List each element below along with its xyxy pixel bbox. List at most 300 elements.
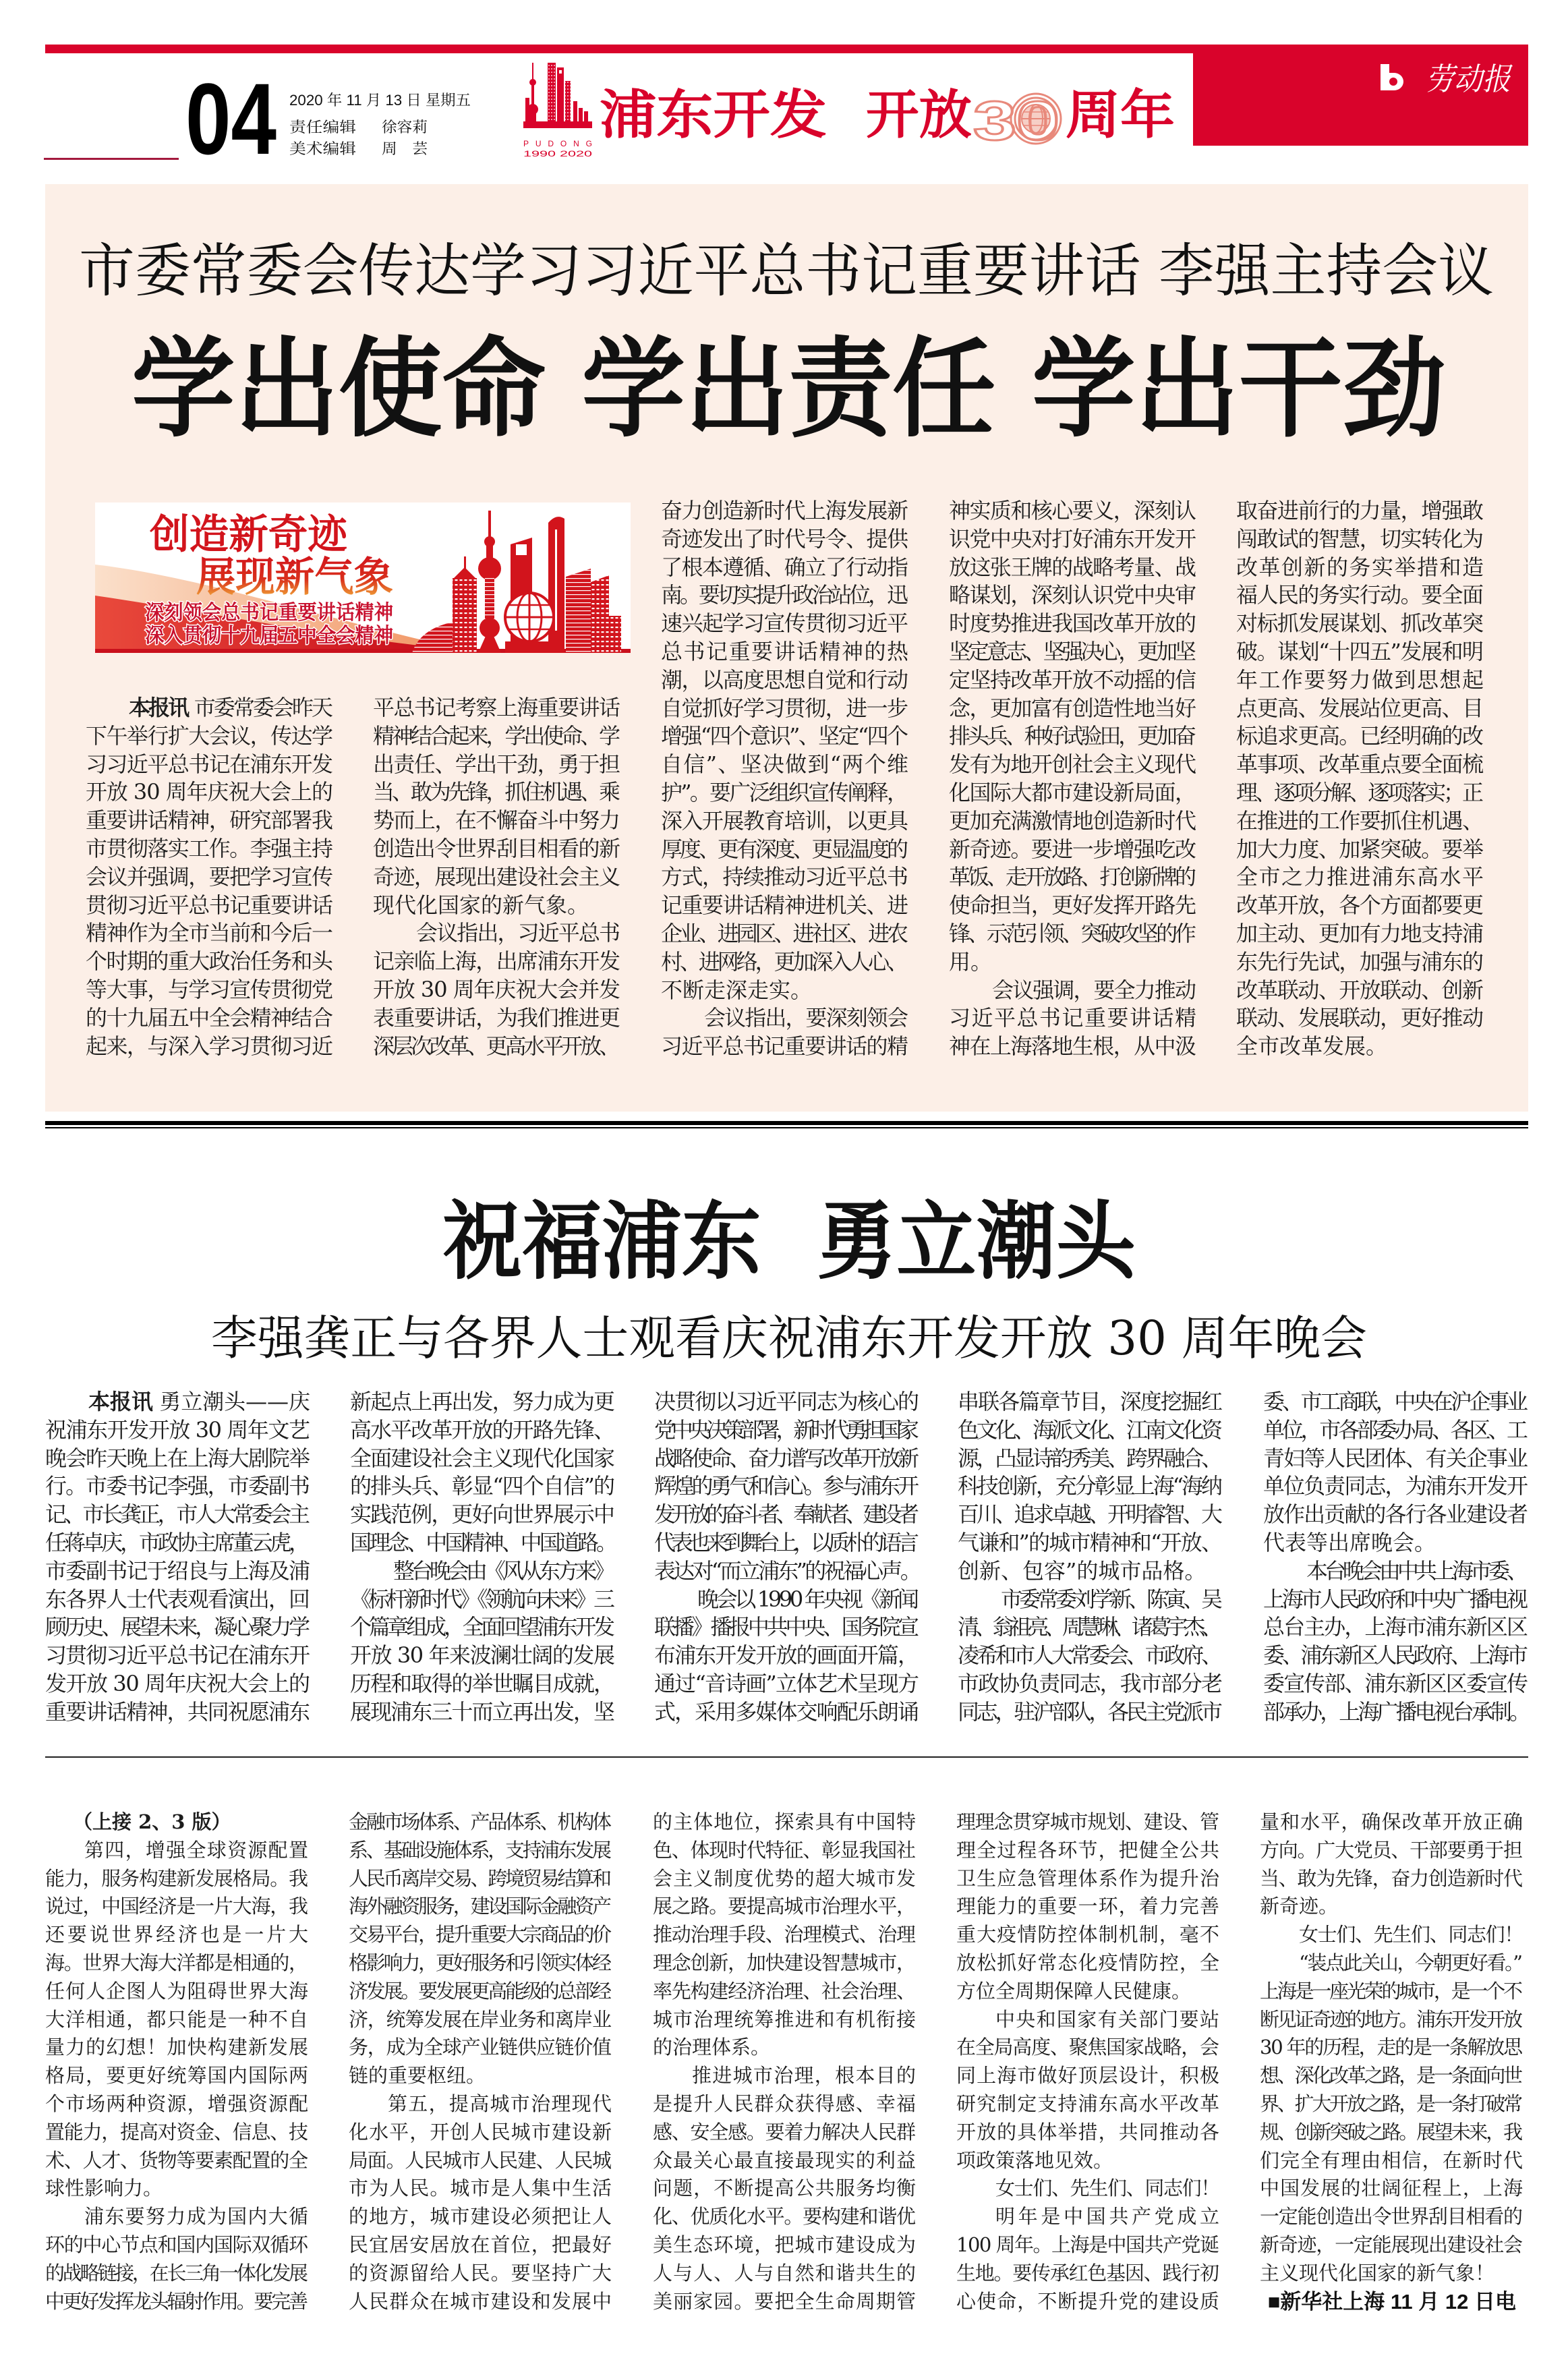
text-line — [956, 2034, 1219, 2062]
text-line — [45, 2062, 308, 2090]
text-line — [653, 2090, 916, 2119]
line-text: 了根本遵循、确立了行动指 — [661, 554, 908, 580]
speech-column-5 — [1260, 1808, 1523, 2288]
text-line — [958, 1388, 1223, 1416]
line-text: 奋力创造新时代上海发展新 — [661, 498, 908, 523]
text-line — [45, 1642, 310, 1670]
text-line — [86, 976, 333, 1004]
line-text: 本台晚会由中共上海市委、 — [1306, 1557, 1525, 1584]
text-line — [45, 2090, 308, 2119]
line-text: 色文化、海派文化、江南文化资 — [958, 1416, 1220, 1443]
text-line — [661, 695, 908, 723]
issue-date: 2020 年 11 月 13 日 星期五 — [289, 92, 471, 109]
text-line — [653, 1893, 916, 1921]
text-line — [653, 2260, 916, 2288]
line-text: 市委副书记于绍良与上海及浦 — [45, 1557, 310, 1584]
line-text: 开放 30 周年庆祝大会上的 — [86, 779, 332, 805]
text-line — [661, 581, 908, 610]
line-text: 委、市工商联，中央在沪企事业 — [1263, 1389, 1526, 1414]
line-text: 辉煌的勇气和信心。参与浦东开 — [654, 1473, 917, 1499]
line-text: 潮，以高度思想自觉和行动 — [661, 666, 908, 693]
text-line — [45, 1893, 308, 1921]
text-line — [1260, 2203, 1523, 2231]
text-line — [661, 722, 908, 751]
line-text: 推进城市治理，根本目的 — [692, 2064, 917, 2088]
text-line — [350, 1670, 615, 1698]
editor-name: 徐容莉 — [382, 119, 428, 136]
line-text: 坚定意志、坚强决心，更加坚 — [949, 638, 1194, 664]
line-text: 的地方，城市建设必须把让人 — [349, 2205, 613, 2229]
line-text: 勇立潮头——庆 — [159, 1389, 310, 1414]
news-agency-credit: ■新华社上海 11 月 12 日电 — [1267, 2290, 1516, 2314]
text-line — [949, 807, 1196, 836]
line-text: 东先行先试，加强与浦东的 — [1236, 948, 1483, 975]
line-text: 任蒋卓庆，市政协主席董云虎， — [45, 1529, 308, 1555]
line-text: 城市治理统筹推进和有机衔接 — [653, 2007, 917, 2031]
line-text: 《标杆新时代》《领航向未来》三 — [350, 1586, 612, 1612]
text-line — [1260, 1865, 1523, 1893]
text-line — [349, 2175, 612, 2203]
line-text: 时度势推进我国改革开放的 — [949, 610, 1196, 637]
text-line — [958, 1472, 1223, 1501]
text-line — [1236, 836, 1484, 864]
text-line — [956, 2260, 1219, 2288]
text-line — [350, 1642, 615, 1670]
line-text: 想、深化改革之路，是一条面向世 — [1260, 2064, 1521, 2088]
text-line — [45, 1949, 308, 1978]
lead-story-column-3 — [661, 497, 908, 1061]
line-text: 晚会以 1990 年央视《新闻 — [697, 1586, 917, 1612]
line-text: 明年是中国共产党成立 — [995, 2205, 1223, 2229]
text-line — [661, 892, 908, 920]
text-line — [349, 2288, 612, 2316]
text-line — [350, 1416, 615, 1445]
line-text: 发开放 30 周年庆祝大会上的 — [45, 1670, 310, 1696]
text-line — [956, 1949, 1219, 1978]
line-text: 问题，不断提高公共服务均衡 — [653, 2177, 917, 2200]
text-line — [956, 2090, 1219, 2119]
text-line — [661, 751, 908, 779]
line-text: 奇迹发出了时代号令、提供 — [661, 525, 908, 552]
line-text: 研究制定支持浦东高水平改革 — [956, 2092, 1221, 2115]
campaign-banner-image — [95, 502, 631, 653]
line-text: 系、基础设施体系，支持浦东发展 — [349, 1838, 610, 1862]
text-line — [86, 1004, 333, 1033]
line-text: 等大事，与学习宣传贯彻党 — [86, 976, 332, 1002]
text-line — [653, 2034, 916, 2062]
line-text: 量和水平，确保改革开放正确 — [1260, 1810, 1524, 1833]
text-line — [956, 2288, 1219, 2316]
text-line — [956, 2147, 1219, 2175]
line-text: 福人民的务实行动。要全面 — [1236, 582, 1483, 608]
text-line — [958, 1501, 1223, 1529]
text-line — [949, 1004, 1196, 1033]
line-text: 放这张王牌的战略考量、战 — [949, 554, 1196, 580]
text-line — [949, 638, 1196, 666]
line-text: 现代化国家的新气象。 — [373, 892, 589, 918]
text-line — [1236, 722, 1484, 751]
text-line — [1260, 2260, 1523, 2288]
text-line — [1236, 977, 1484, 1005]
dateline: 本报讯 — [129, 695, 188, 720]
text-line — [956, 2062, 1219, 2090]
line-text: 联播》播报中共中央、国务院宣 — [654, 1614, 917, 1640]
line-text: 加主动、更加有力地支持浦 — [1236, 920, 1483, 946]
line-text: 们完全有理由相信，在新时代 — [1260, 2148, 1524, 2172]
line-text: 表达对“而立浦东”的祝福心声。 — [654, 1557, 919, 1584]
line-text: 会议强调，要全力推动 — [992, 977, 1196, 1003]
line-text: 民宜居安居放在首位，把最好 — [349, 2233, 613, 2256]
line-text: 部承办，上海广播电视台承制。 — [1263, 1698, 1528, 1725]
text-line — [1263, 1445, 1528, 1473]
text-line — [653, 1865, 916, 1893]
text-line — [1260, 2147, 1523, 2175]
line-text: 对标抓发展谋划、抓改革突 — [1236, 610, 1483, 637]
text-line — [373, 807, 620, 835]
pudong-logo-years: 1990 2020 — [523, 149, 593, 159]
paragraph-first-line — [349, 2090, 612, 2119]
line-text: 战略使命、奋力谱写改革开放新 — [654, 1445, 917, 1471]
line-text: 展之路。要提高城市治理水平， — [653, 1895, 915, 1918]
text-line — [653, 2119, 916, 2147]
line-text: 断见证奇迹的地方。浦东开发开放 — [1260, 2007, 1521, 2031]
line-text: 新奇迹，一定能展现出建设社会 — [1260, 2233, 1522, 2256]
text-line — [661, 920, 908, 948]
paragraph-first-line — [949, 977, 1196, 1005]
line-text: 个时期的重大政治任务和头 — [86, 948, 332, 975]
text-line — [1260, 2034, 1523, 2062]
text-line — [1263, 1642, 1528, 1670]
line-text: 闯敢试的智慧，切实转化为 — [1236, 525, 1483, 552]
line-text: 重要讲话精神，研究部署我 — [86, 807, 332, 834]
line-text: 全面建设社会主义现代化国家 — [350, 1445, 614, 1471]
text-line — [373, 751, 620, 779]
line-text: 用。 — [949, 948, 993, 975]
text-line — [956, 1978, 1219, 2006]
text-line — [45, 2034, 308, 2062]
text-line — [1260, 1808, 1523, 1837]
line-text: 贯彻习近平总书记重要讲话 — [86, 892, 332, 918]
line-text: 的战略链接，在长三角一体化发展 — [45, 2261, 306, 2285]
text-line — [1236, 863, 1484, 892]
text-line — [956, 1865, 1219, 1893]
text-line — [86, 863, 333, 892]
line-text: 同志，驻沪部队，各民主党派市 — [958, 1698, 1220, 1725]
text-line — [958, 1416, 1223, 1445]
text-line — [45, 1670, 310, 1698]
line-text: 卫生应急管理体系作为提升治 — [956, 1866, 1221, 1890]
page-number: 04 — [185, 62, 277, 175]
line-text: 自觉抓好学习贯彻，进一步 — [661, 695, 908, 721]
text-line — [1236, 807, 1484, 836]
section-divider — [45, 1756, 1528, 1758]
line-text: 的治理体系。 — [653, 2036, 771, 2059]
line-text: 当、敢为先锋，奋力创造新时代 — [1260, 1866, 1522, 1890]
line-text: 气谦和”的城市精神和“开放、 — [958, 1529, 1222, 1555]
paragraph-first-line — [958, 1586, 1223, 1614]
text-line — [45, 2147, 308, 2175]
text-line — [661, 638, 908, 666]
line-text: 的十九届五中全会精神结合 — [86, 1004, 332, 1031]
text-line — [350, 1613, 615, 1642]
line-text: 项政策落地见效。 — [956, 2148, 1113, 2172]
text-line — [86, 919, 333, 948]
line-text: 上海市人民政府和中央广播电视 — [1263, 1586, 1526, 1612]
text-line — [949, 863, 1196, 892]
text-line — [350, 1586, 615, 1614]
text-line — [349, 2006, 612, 2034]
line-text: 人与人、人与自然和谐共生的 — [653, 2261, 917, 2285]
line-text: 方式，持续推动习近平总书 — [661, 864, 908, 890]
text-line — [1263, 1698, 1528, 1727]
text-line — [1236, 666, 1484, 695]
line-text: 祝浦东开发开放 30 周年文艺 — [45, 1416, 310, 1443]
line-text: 理能力的重要一环，着力完善 — [956, 1895, 1221, 1918]
line-text: 美丽家园。要把全生命周期管 — [653, 2289, 917, 2313]
line-text: 势而上，在不懈奋斗中努力 — [373, 807, 620, 834]
text-line — [349, 2260, 612, 2288]
line-text: 整台晚会由《风从东方来》 — [393, 1557, 612, 1584]
text-line — [373, 892, 620, 920]
text-line — [1263, 1670, 1528, 1698]
line-text: 奇迹，展现出建设社会主义 — [373, 863, 620, 890]
paragraph-first-line — [350, 1557, 615, 1586]
text-line — [956, 2231, 1219, 2260]
line-text: 会议指出，要深刻领会 — [704, 1005, 908, 1031]
text-line — [1260, 1893, 1523, 1921]
line-text: 上海是一座光荣的城市，是一个不 — [1260, 1979, 1521, 2003]
line-text: 布浦东开发开放的画面开篇， — [654, 1642, 919, 1669]
text-line — [349, 1978, 612, 2006]
line-text: 术、人才、货物等要素配置的全 — [45, 2148, 308, 2172]
line-text: 代表也来到舞台上，以质朴的语言 — [654, 1529, 915, 1555]
line-text: 重要讲话精神，共同祝愿浦东 — [45, 1698, 310, 1725]
text-line — [1236, 1033, 1484, 1061]
line-text: 会议并强调，要把学习宣传 — [86, 863, 332, 890]
text-line — [654, 1416, 919, 1445]
text-line — [373, 1033, 620, 1061]
text-line — [1263, 1501, 1528, 1529]
text-line — [1263, 1388, 1528, 1416]
line-text: 创新、包容”的城市品格。 — [958, 1557, 1207, 1584]
line-text: 点更高、发展站位更高、目 — [1236, 695, 1483, 721]
text-line — [86, 892, 333, 920]
line-text: 神在上海落地生根，从中汲 — [949, 1033, 1196, 1060]
text-line — [958, 1698, 1223, 1727]
text-line — [1260, 2090, 1523, 2119]
text-line — [349, 1808, 612, 1837]
text-line — [349, 1837, 612, 1865]
line-text: 女士们、先生们、同志们！ — [1299, 1923, 1523, 1947]
line-text: 单位负责同志，为浦东开发开 — [1263, 1473, 1528, 1499]
line-text: 还要说世界经济也是一片大 — [45, 1923, 311, 1947]
text-line — [661, 525, 908, 554]
text-line — [653, 2288, 916, 2316]
text-line — [373, 1004, 620, 1033]
text-line — [949, 751, 1196, 779]
text-line — [653, 1978, 916, 2006]
line-text: 新奇迹。要进一步增强吃改 — [949, 836, 1196, 862]
line-text: 个篇章组成，全面回望浦东开发 — [350, 1614, 612, 1640]
line-text: 厚度、更有深度、更显温度的 — [661, 836, 906, 862]
line-text: 球性影响力。 — [45, 2177, 163, 2200]
speech-column-1 — [45, 1808, 311, 2316]
line-text: 的资源留给人民。要坚持广大 — [349, 2261, 613, 2285]
line-text: 清、翁祖亮、周慧琳、诸葛宇杰、 — [958, 1614, 1219, 1640]
line-text: 人民币离岸交易、跨境贸易结算和 — [349, 1866, 610, 1890]
line-text: 理全过程各环节，把健全公共 — [956, 1838, 1221, 1862]
text-line — [1260, 2175, 1523, 2203]
line-text: 神实质和核心要义，深刻认 — [949, 498, 1196, 523]
line-text: 国理念、中国精神、中国道路。 — [350, 1529, 615, 1555]
paragraph-first-line — [654, 1586, 919, 1614]
text-line — [956, 2119, 1219, 2147]
line-text: 村、进网络，更加深入人心、 — [661, 948, 906, 975]
line-text: 女士们、先生们、同志们！ — [995, 2177, 1219, 2200]
line-text: 新起点上再出发，努力成为更 — [350, 1389, 614, 1414]
line-text: 说过，中国经济是一片大海，我 — [45, 1895, 308, 1918]
line-text: 100 周年。上海是中国共产党诞 — [956, 2233, 1219, 2256]
text-line — [661, 1033, 908, 1061]
text-line — [956, 1808, 1219, 1837]
line-text: 市委常委刘学新、陈寅、吴 — [1001, 1586, 1219, 1612]
line-text: 晚会昨天晚上在上海大剧院举 — [45, 1445, 310, 1471]
text-line — [949, 836, 1196, 864]
text-line — [86, 948, 333, 976]
paragraph-first-line — [661, 1004, 908, 1033]
line-text: 市贯彻落实工作。李强主持 — [86, 835, 332, 861]
paragraph-first-line — [956, 2006, 1219, 2034]
line-text: 加大力度、加紧突破。要举 — [1236, 836, 1483, 862]
banner-title-line2: 展现新气象 — [196, 554, 393, 600]
line-text: 方位全周期保障人民健康。 — [956, 1979, 1192, 2003]
text-line — [958, 1642, 1223, 1670]
text-line — [349, 2062, 612, 2090]
line-text: 改革联动、开放联动、创新 — [1236, 977, 1483, 1003]
speech-column-3 — [653, 1808, 916, 2316]
art-editor-label: 美术编辑 — [289, 140, 356, 157]
text-line — [654, 1557, 919, 1586]
line-text: 使命担当，更好发挥开路先 — [949, 892, 1196, 919]
text-line — [373, 976, 620, 1004]
line-text: 开放的具体举措，共同推动各 — [956, 2120, 1221, 2144]
lead-story-column-5 — [1236, 497, 1484, 1061]
text-line — [45, 2288, 308, 2316]
text-line — [654, 1698, 919, 1727]
page-number-rule — [44, 158, 179, 160]
line-text: 百川、追求卓越、开明睿智、大 — [958, 1501, 1220, 1528]
section-double-rule-thick — [45, 1121, 1528, 1125]
text-line — [958, 1613, 1223, 1642]
text-line — [949, 948, 1196, 977]
line-text: 记、市长龚正，市人大常委会主 — [45, 1501, 308, 1528]
text-line — [1263, 1613, 1528, 1642]
line-text: 念，更加富有创造性地当好 — [949, 695, 1196, 721]
paragraph-first-line — [45, 1388, 310, 1416]
line-text: 发有为地开创社会主义现代 — [949, 751, 1196, 778]
text-line — [45, 2260, 308, 2288]
line-text: 委、浦东新区人民政府、上海市 — [1263, 1642, 1526, 1669]
line-text: 置能力，提高对资金、信息、技 — [45, 2120, 308, 2144]
text-line — [958, 1670, 1223, 1698]
line-text: 取奋进前行的力量，增强敢 — [1236, 498, 1483, 523]
text-line — [1260, 2231, 1523, 2260]
line-text: 南。要切实提升政治站位，迅 — [661, 582, 906, 608]
text-line — [654, 1642, 919, 1670]
speech-column-2 — [349, 1808, 612, 2316]
text-line — [86, 1033, 333, 1061]
line-text: 单位，市各部委办局、各区、工 — [1263, 1416, 1526, 1443]
paragraph-first-line — [45, 1837, 308, 1865]
line-text: 改革创新的务实举措和造 — [1236, 554, 1485, 580]
text-line — [1236, 920, 1484, 948]
line-text: 式，采用多媒体交响配乐朗诵 — [654, 1698, 919, 1725]
line-text: 色、体现时代特征、彰显我国社 — [653, 1838, 915, 1862]
text-line — [1263, 1586, 1528, 1614]
line-text: 会议指出，习近平总书 — [416, 920, 620, 946]
line-text: 排头兵、种好试验田，更加奋 — [949, 723, 1194, 749]
text-line — [45, 1698, 310, 1727]
second-story-column-4 — [958, 1388, 1223, 1727]
line-text: 推动治理手段、治理模式、治理 — [653, 1923, 915, 1947]
text-line — [653, 2175, 916, 2203]
text-line — [958, 1557, 1223, 1586]
text-line — [1236, 581, 1484, 610]
line-text: 规、创新突破之路。展望未来，我 — [1260, 2120, 1521, 2144]
text-line — [373, 948, 620, 976]
line-text: 一定能创造出令世界刮目相看的 — [1260, 2205, 1522, 2229]
line-text: 第四，增强全球资源配置 — [84, 1838, 310, 1862]
line-text: 感、安全感。要着力解决人民群 — [653, 2120, 915, 2144]
text-line — [1236, 497, 1484, 525]
text-line — [956, 1837, 1219, 1865]
text-line — [45, 1978, 308, 2006]
text-line — [1236, 751, 1484, 779]
text-line — [349, 2231, 612, 2260]
lead-story-headline: 学出使命 学出责任 学出干劲 — [132, 325, 1446, 452]
text-line — [45, 1529, 310, 1557]
text-line — [949, 695, 1196, 723]
line-text: 中央和国家有关部门要站 — [995, 2007, 1221, 2031]
text-line — [373, 835, 620, 863]
line-text: 全市之力推进浦东高水平 — [1236, 864, 1485, 890]
line-text: 下午举行扩大会议，传达学 — [86, 722, 332, 749]
text-line — [86, 722, 333, 751]
text-line — [661, 807, 908, 836]
text-line — [349, 2203, 612, 2231]
text-line — [1263, 1416, 1528, 1445]
text-line — [45, 1586, 310, 1614]
text-line — [1236, 638, 1484, 666]
line-text: 开放 30 年来波澜壮阔的发展 — [350, 1642, 614, 1669]
line-text: 全市改革发展。 — [1236, 1033, 1388, 1060]
line-text: 市政协负责同志，我市部分老 — [958, 1670, 1222, 1696]
paragraph-first-line — [653, 2062, 916, 2090]
text-line — [1263, 1529, 1528, 1557]
text-line — [1236, 525, 1484, 554]
text-line — [956, 1921, 1219, 1949]
text-line — [349, 1865, 612, 1893]
text-line — [949, 581, 1196, 610]
editor-label: 责任编辑 — [289, 119, 356, 136]
text-line — [1236, 695, 1484, 723]
line-text: 众最关心最直接最现实的利益 — [653, 2148, 917, 2172]
line-text: 党中央决策部署，新时代勇担国家 — [654, 1416, 915, 1443]
text-line — [654, 1388, 919, 1416]
line-text: 习近平总书记重要讲话的精 — [661, 1033, 908, 1060]
line-text: 习贯彻习近平总书记在浦东开 — [45, 1642, 310, 1669]
line-text: 金融市场体系、产品体系、机构体 — [349, 1810, 610, 1833]
